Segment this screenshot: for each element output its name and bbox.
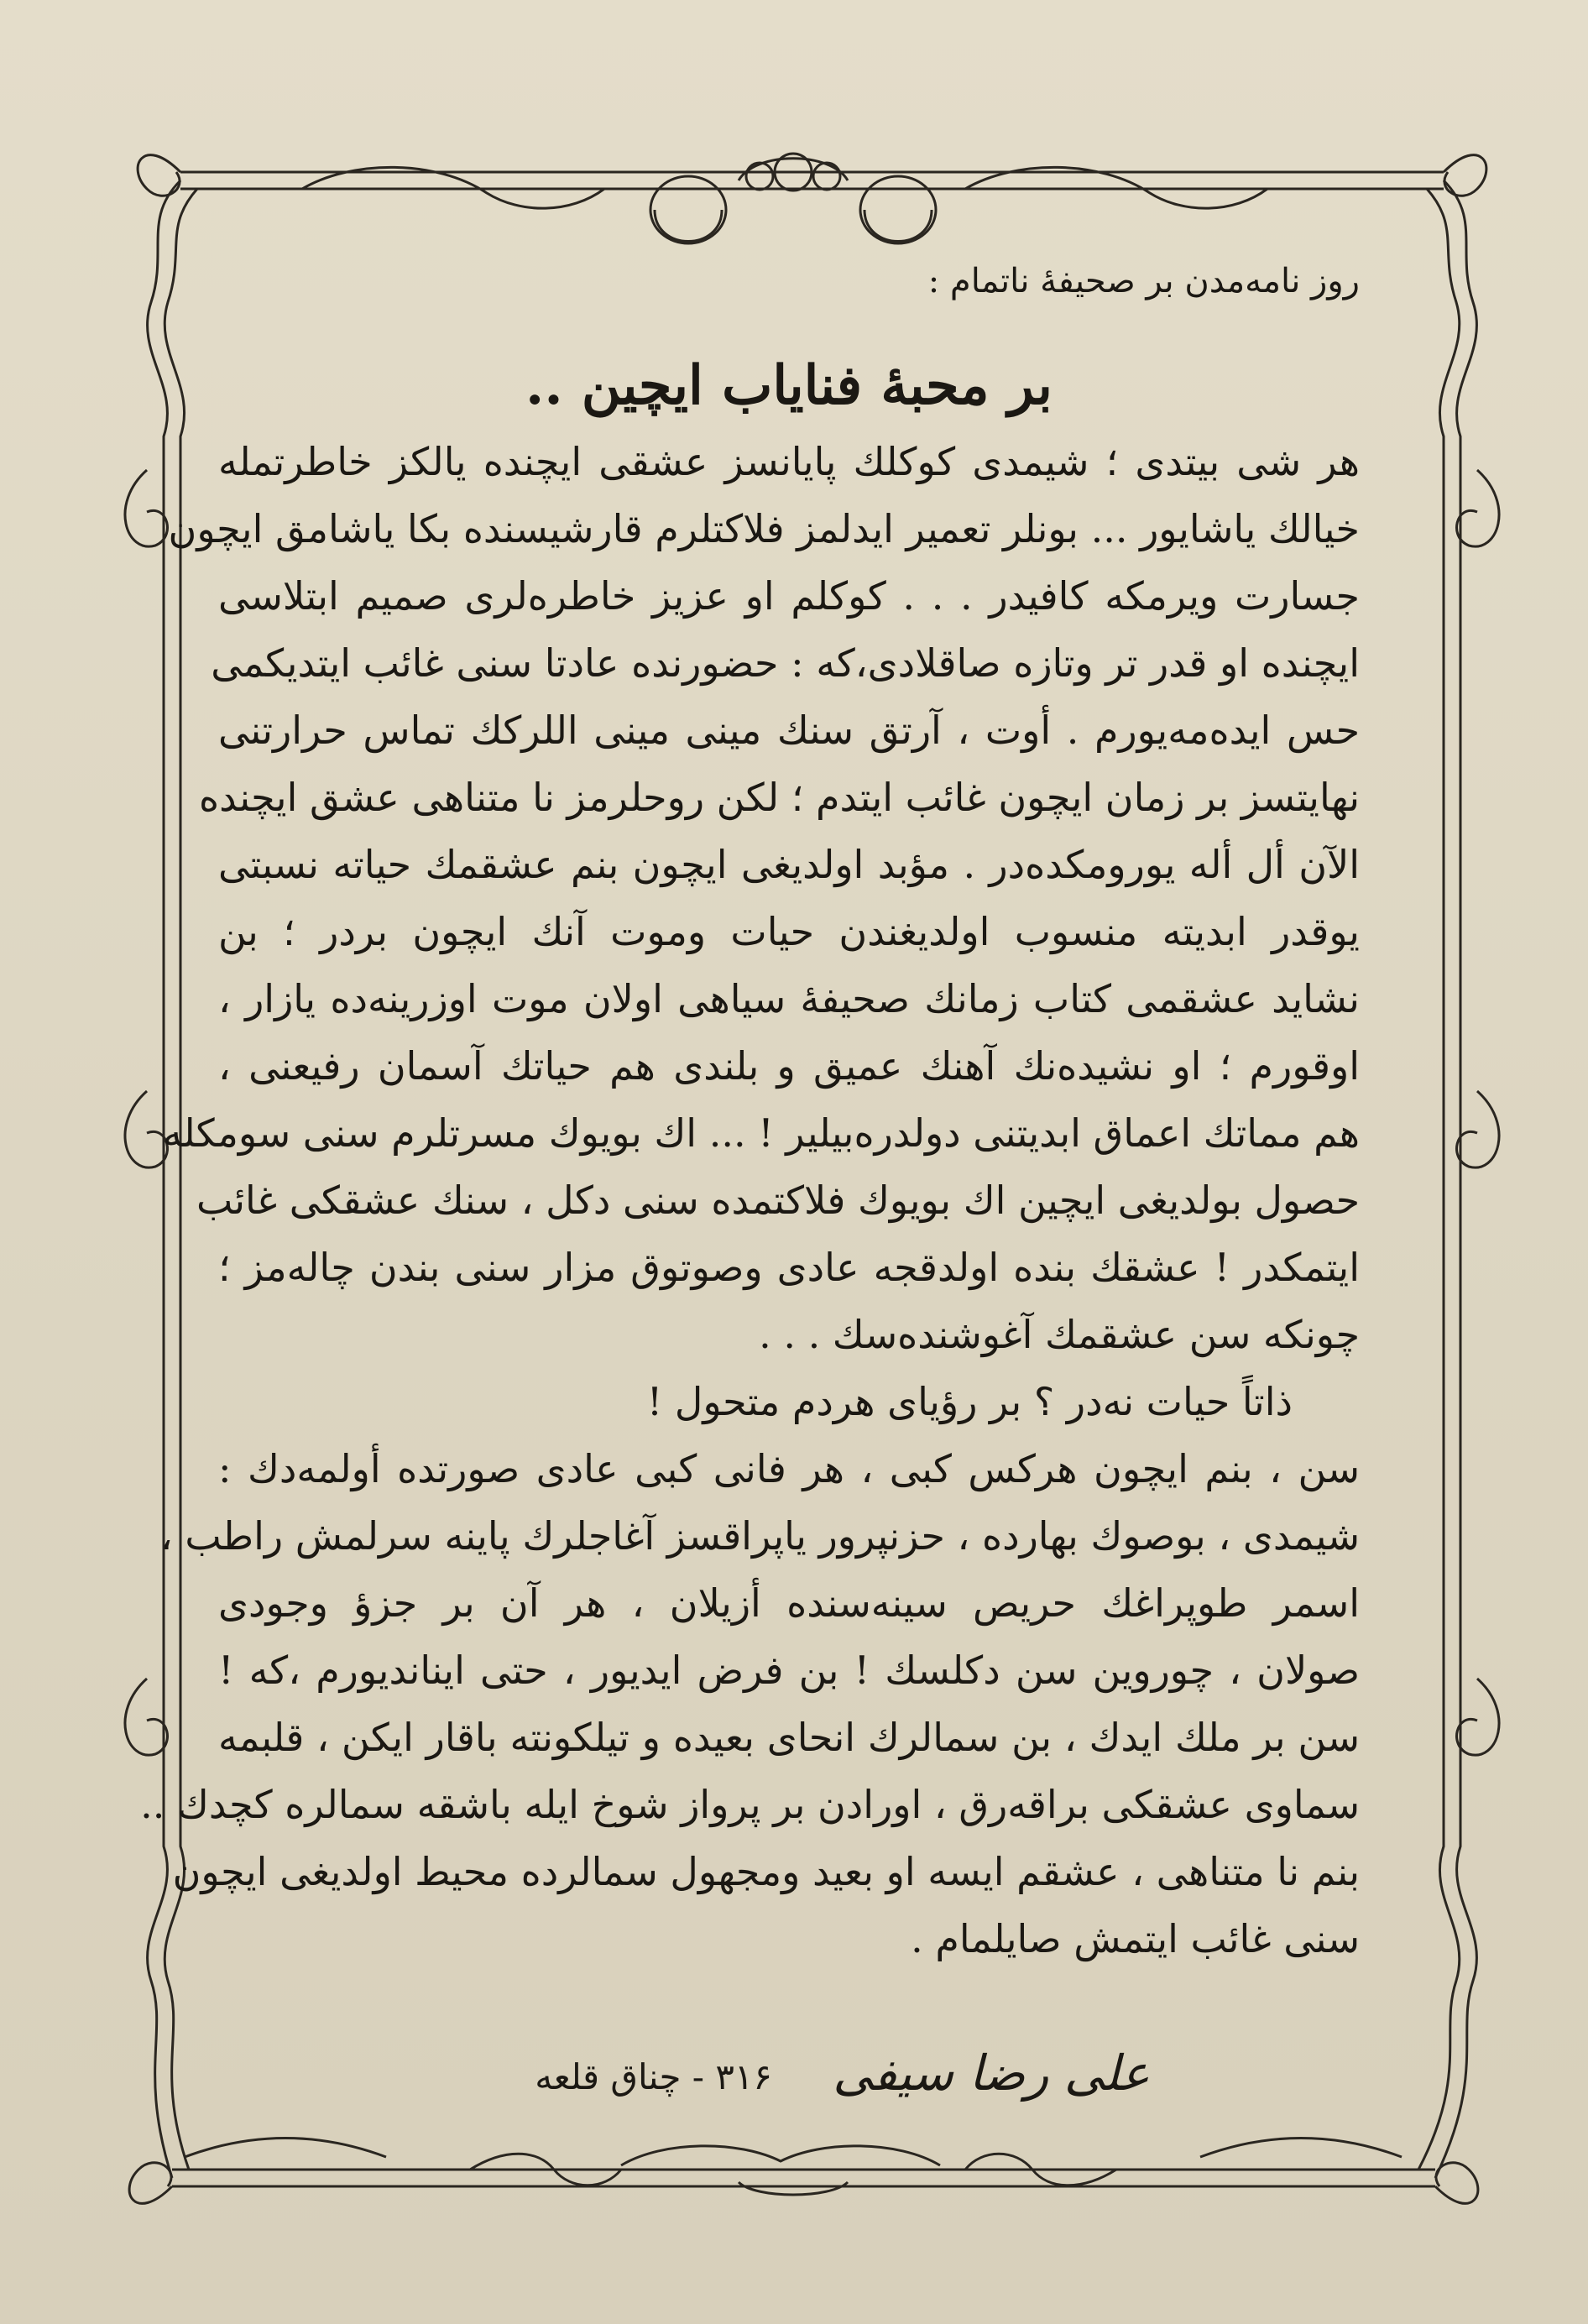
text-line: نشاید عشقمی کتاب زمانك صحیفهٔ سیاهی اولان موت اوزرینه‌ده یازار ،	[218, 976, 1360, 1021]
author-signature: علی رضا سیفی	[833, 2045, 1150, 2102]
text-line: حصول بولدیغی ایچین اك بویوك فلاکتمده سنی دکل ، سنك عشقکی غائب	[196, 1178, 1360, 1223]
text-line: شیمدی ، بوصوك بهارده ، حزنپرور یاپراقسز آغاجلرك پاینه سرلمش راطب ،	[159, 1513, 1360, 1559]
article-body	[140, 428, 1360, 1972]
text-line: هم مماتك اعماق ابدیتنی دولدره‌بیلیر ! ... اك بویوك مسرتلرم سنی سومکله	[162, 1110, 1360, 1156]
text-line: خیالك یاشایور ... بونلر تعمیر ایدلمز فلاکتلرم قارشیسنده بکا یاشامق ایچون	[168, 506, 1360, 551]
text-line: اوقورم ؛ او نشیده‌نك آهنك عمیق و بلندی هم حیاتك آسمان رفیعنی ،	[218, 1043, 1360, 1089]
text-line: صولان ، چوروین سن دکلسك ! بن فرض ایدیور ، حتی ایناندیورم ،که !	[218, 1648, 1360, 1693]
text-line: جسارت ویرمکه کافیدر . . . کوکلم او عزیز خاطره‌لری صمیم ابتلاسی	[218, 573, 1360, 619]
text-line: سنی غائب ایتمش صایلمام .	[911, 1916, 1360, 1961]
text-line: هر شی بیتدی ؛ شیمدی کوکلك پایانسز عشقی ایچنده یالکز خاطرتمله	[218, 439, 1360, 484]
article-title: بر محبهٔ فنایاب ایچین ..	[525, 354, 1053, 417]
text-line: ذاتاً حیات نه‌در ؟ بر رؤیای هردم متحول !	[646, 1379, 1293, 1424]
text-line: یوقدر ابدیته منسوب اولدیغندن حیات وموت آنك ایچون بردر ؛ بن	[218, 909, 1360, 954]
text-line: چونکه سن عشقمك آغوشنده‌سك . . .	[759, 1312, 1360, 1357]
text-line: الآن أل أله یورومکده‌در . مؤبد اولدیغی ایچون بنم عشقمك حیاته نسبتی	[218, 842, 1360, 887]
source-line: روز نامه‌مدن بر صحیفهٔ ناتمام :	[927, 262, 1360, 300]
text-line: سن بر ملك ایدك ، بن سمالرك انحای بعیده و تیلکونته باقار ایکن ، قلبمه	[218, 1715, 1360, 1760]
text-line: سن ، بنم ایچون هرکس کبی ، هر فانی کبی عادی صورتده أولمه‌دك :	[218, 1446, 1360, 1491]
text-line: اسمر طوپراغك حریص سینه‌سنده أزیلان ، هر آن بر جزؤ وجودی	[218, 1580, 1360, 1626]
place-date: ۳۱۶ - چناق قلعه	[535, 2056, 772, 2097]
text-line: حس ایده‌مه‌یورم . أوت ، آرتق سنك مینی مینی اللرکك تماس حرارتنی	[218, 708, 1360, 753]
text-line: ایچنده او قدر تر وتازه صاقلادی،که : حضورنده عادتا سنی غائب ایتدیکمی	[211, 640, 1360, 686]
text-line: ایتمکدر ! عشقك بنده اولدقجه عادی وصوتوق مزار سنی بندن چاله‌مز ؛	[218, 1245, 1360, 1290]
article-text-area	[140, 252, 1360, 2165]
text-line: بنم نا متناهی ، عشقم ایسه او بعید ومجهول سمالرده محیط اولدیغی ایچون	[172, 1849, 1360, 1894]
text-line: سماوی عشقکی براقه‌رق ، اورادن بر پرواز شوخ ایله باشقه سمالره کچدك ..	[140, 1782, 1360, 1827]
text-line: نهایتسز بر زمان ایچون غائب ایتدم ؛ لکن روحلرمز نا متناهی عشق ایچنده	[198, 775, 1360, 820]
